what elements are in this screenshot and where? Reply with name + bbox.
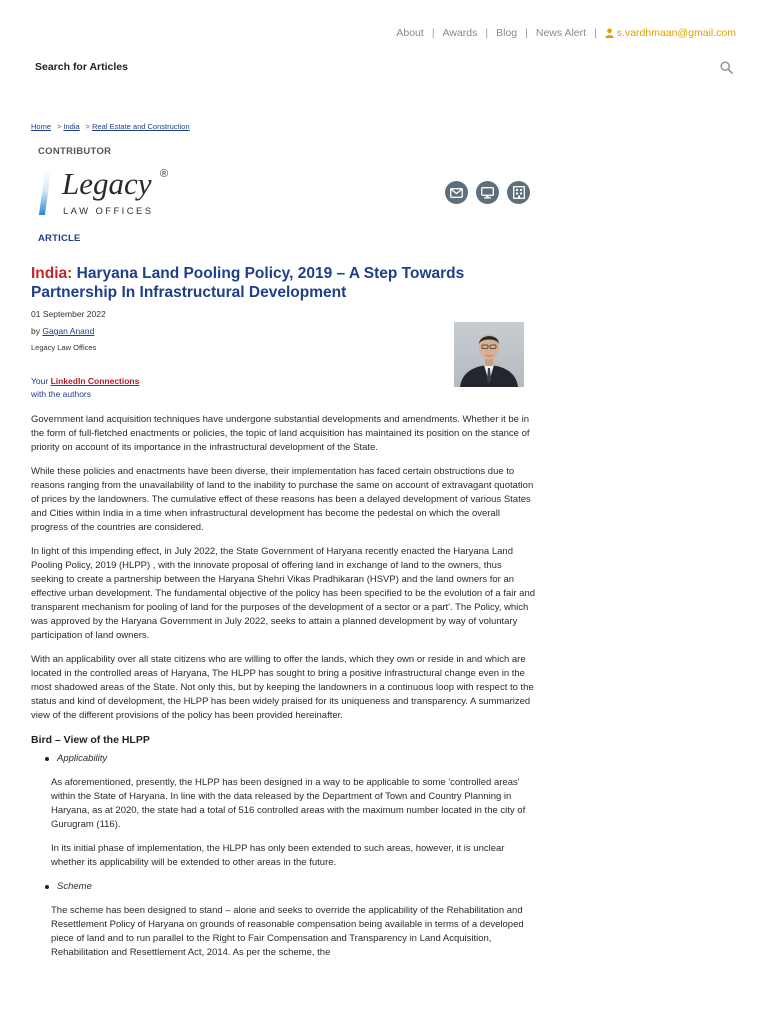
- user-email-link[interactable]: [605, 27, 736, 39]
- byline: [31, 326, 94, 336]
- user-email: s.vardhmaan@gmail.com: [616, 27, 736, 39]
- bullet-dot: [45, 757, 49, 761]
- bullet-item: [45, 880, 536, 894]
- logo-name: Legacy: [62, 166, 152, 201]
- nav-awards-link[interactable]: Awards: [442, 27, 478, 39]
- body-paragraph: Government land acquisition techniques have undergone substantial developments and amendments. Whether it be in the form of full-fletched enactments or policies, the topic of land acquisition has maintained its position on the stance of priority on account of its importance in the infrastructural development of the State.: [31, 414, 530, 453]
- bullet-text: Scheme: [57, 881, 92, 892]
- top-nav: [396, 27, 736, 39]
- contributor-label: CONTRIBUTOR: [38, 146, 112, 157]
- bullet-dot: [45, 885, 49, 889]
- logo-subtitle: LAW OFFICES: [63, 206, 154, 217]
- article-body: [31, 413, 536, 970]
- nav-separator: |: [594, 27, 597, 39]
- article-label: ARTICLE: [38, 233, 81, 244]
- linkedin-prefix: Your: [31, 376, 49, 386]
- title-text: Haryana Land Pooling Policy, 2019 – A Step Towards Partnership In Infrastructural Development: [31, 265, 465, 301]
- logo-registered-mark: ®: [160, 168, 169, 180]
- body-paragraph: In light of this impending effect, in July 2022, the State Government of Haryana recently enacted the Haryana Land Pooling Policy, 2019 (HLPP) , with the innovate proposal of offering land in exchange of land to the owners, thus seeking to create a partnership between the Haryana Shehri Vikas Pradhikaran (HSVP) and the land owners for an effective urban development. The fundamental objective of the policy has been specified to be the evolution of a fair and transparent mechanism for pooling of land for the purposes of the development of a sector or a part'. The Policy, which was approved by the Haryana Government in July 2022, seeks to attain a planned development by way of voluntary participation of land owners.: [31, 546, 536, 641]
- user-icon: [605, 28, 614, 38]
- body-paragraph: While these policies and enactments have been diverse, their implementation has faced certain obstructions due to reasons ranging from the unavailability of land to the inability to purchase the same on account of extravagant quotation of prices by the landowners. The cumulative effect of these reasons has been a delayed development of various States and Cities within India in a time when infrastructural development has become the pedestal on which the overall progress of the countries are considered.: [31, 466, 534, 533]
- body-paragraph: In its initial phase of implementation, the HLPP has only been extended to such areas, however, it is unclear whether its applicability will be extended to other areas in the future.: [51, 843, 505, 868]
- search-bar[interactable]: [35, 58, 733, 76]
- firm-name: Legacy Law Offices: [31, 343, 97, 352]
- title-country: India:: [31, 265, 73, 282]
- breadcrumb-country[interactable]: India: [63, 122, 80, 131]
- nav-separator: |: [485, 27, 489, 39]
- breadcrumb-home[interactable]: Home: [31, 122, 52, 131]
- body-paragraph: The scheme has been designed to stand – alone and seeks to override the applicability of the Rehabilitation and Resettlement Policy of Haryana on grounds of reasonable compensation being available in terms of a developed piece of land and to run parallel to the Right to Fair Compensation and Transparency in Land Acquisition, Rehabilitation and Resettlement Act, 2014. As per the scheme, the: [51, 905, 524, 958]
- nav-separator: |: [525, 27, 528, 39]
- search-icon[interactable]: [720, 61, 733, 74]
- nav-separator: |: [431, 27, 435, 39]
- bullet-text: Applicability: [57, 753, 108, 764]
- search-label: Search for Articles: [35, 61, 128, 73]
- section-heading: Bird – View of the HLPP: [31, 734, 150, 746]
- linkedin-connections-link[interactable]: LinkedIn Connections: [50, 376, 140, 386]
- nav-news-alert-link[interactable]: News Alert: [535, 27, 587, 39]
- body-paragraph: As aforementioned, presently, the HLPP has been designed in a way to be applicable to some 'controlled areas' within the State of Haryana. In line with the data released by the Department of Town and Country Planning in Haryana, as at 2020, the state had a total of 516 controlled areas with the maximum number located in the city of Gurugram (116).: [51, 777, 526, 830]
- article-date: 01 September 2022: [31, 309, 106, 319]
- breadcrumb-separator: >: [85, 122, 91, 131]
- nav-about-link[interactable]: About: [396, 27, 424, 39]
- linkedin-note: [31, 375, 139, 401]
- linkedin-suffix: with the authors: [31, 389, 92, 399]
- bullet-item: [45, 752, 536, 766]
- mail-icon[interactable]: [445, 181, 468, 204]
- nav-blog-link[interactable]: Blog: [496, 27, 518, 39]
- breadcrumb-separator: >: [57, 122, 62, 131]
- breadcrumb: [31, 122, 190, 131]
- monitor-icon[interactable]: [476, 181, 499, 204]
- contact-icons: [445, 181, 530, 204]
- author-link[interactable]: Gagan Anand: [42, 326, 95, 336]
- body-paragraph: With an applicability over all state citizens who are willing to offer the lands, which they own or reside in and which are located in the controlled areas of Haryana, The HLPP has sought to bring a positive infrastructural change even in the most shadowed areas of the State. Not only this, but by keeping the landowners in a continuous loop with respect to the status and kind of development, the HLPP has been widely praised for its uniqueness and transparency. A summarized view of the different provisions of the policy has been provided hereinafter.: [31, 654, 534, 721]
- breadcrumb-category[interactable]: Real Estate and Construction: [92, 122, 190, 131]
- logo-bar: [39, 171, 51, 215]
- article-title: [31, 264, 531, 302]
- byline-prefix: by: [31, 326, 40, 336]
- firm-logo[interactable]: [42, 168, 182, 220]
- author-photo: [454, 322, 524, 387]
- building-icon[interactable]: [507, 181, 530, 204]
